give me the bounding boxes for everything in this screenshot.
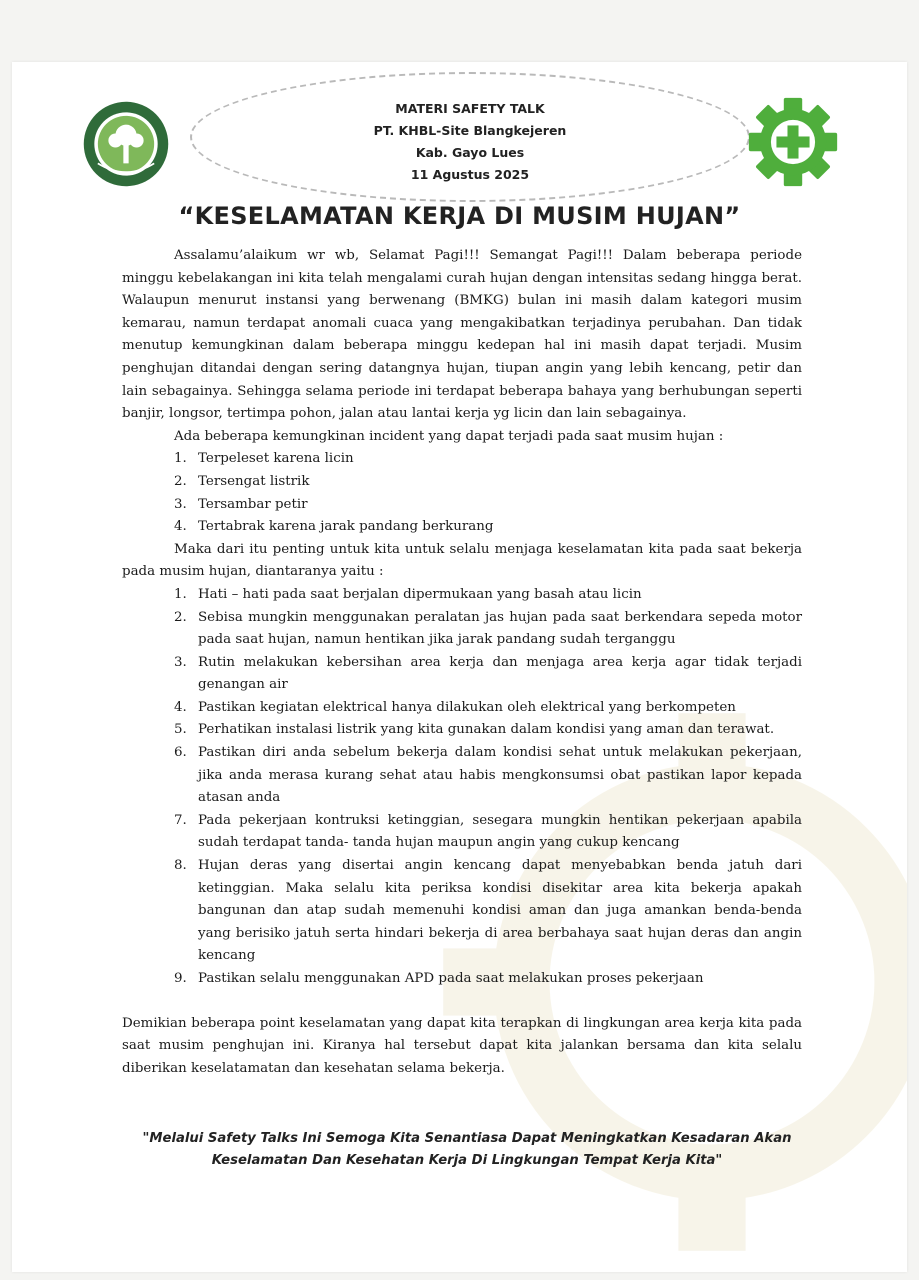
safety-gear-cross-icon [747,96,839,188]
list-item: 1. Hati – hati pada saat berjalan dipermukaan yang basah atau licin [174,586,642,602]
header-line-3: Kab. Gayo Lues [415,145,525,160]
safety-points-list [122,584,802,991]
closing-quote: "Melalui Safety Talks Ini Semoga Kita Senantiasa Dapat Meningkatkan Kesadaran Akan Keselamatan Dan Kesehatan Kerja Di Lingkungan Tempat Kerja Kita" [142,1131,792,1168]
list-item: 3. Rutin melakukan kebersihan area kerja dan menjaga area kerja agar tidak terjadi genangan air [174,654,802,693]
safety-intro: Maka dari itu penting untuk kita untuk selalu menjaga keselamatan kita pada saat bekerja pada musim hujan, diantaranya yaitu : [122,541,802,580]
company-logo [82,100,170,188]
header-line-4: 11 Agustus 2025 [410,167,530,182]
incident-intro: Ada beberapa kemungkinan incident yang dapat terjadi pada saat musim hujan : [174,428,724,444]
incident-list [122,448,802,538]
list-item: 5. Perhatikan instalasi listrik yang kita gunakan dalam kondisi yang aman dan terawat. [174,722,775,738]
list-item: 6. Pastikan diri anda sebelum bekerja dalam kondisi sehat untuk melakukan pekerjaan, jika anda merasa kurang sehat atau habis mengkonsumsi obat pastikan lapor kepada atasan anda [174,745,802,806]
intro-paragraph: Assalamu’alaikum wr wb, Selamat Pagi!!! Semangat Pagi!!! Dalam beberapa periode minggu kebelakangan ini kita telah mengalami curah hujan dengan intensitas sedang hingga berat. Walaupun menurut instansi yang berwenang (BMKG) bulan ini masih dalam kategori musim kemarau, namun terdapat anomali cuaca yang mengakibatkan terjadinya perubahan. Dan tidak menutup kemungkinan dalam beberapa minggu kedepan hal ini masih dapat terjadi. Musim penghujan ditandai dengan sering datangnya hujan, tiupan angin yang lebih kencang, petir dan lain sebagainya. Sehingga selama periode ini terdapat beberapa bahaya yang berhubungan seperti banjir, longsor, tertimpa pohon, jalan atau lantai kerja yg licin dan lain sebagainya. [122,248,802,422]
conclusion-paragraph: Demikian beberapa point keselamatan yang dapat kita terapkan di lingkungan area kerja kita pada saat musim penghujan ini. Kiranya hal tersebut dapat kita jalankan bersama dan kita selalu diberikan keselatamatan dan kesehatan selama bekerja. [122,1015,802,1076]
list-item: 8. Hujan deras yang disertai angin kencang dapat menyebabkan benda jatuh dari ketinggian. Maka selalu kita periksa kondisi disekitar area kita bekerja apakah bangunan dan atap sudah memenuhi kondisi aman dan juga amankan benda-benda yang berisiko jatuh serta hindari bekerja di area berbahaya saat hujan deras dan angin kencang [174,858,802,964]
document-body [122,245,802,1080]
document-title: “KESELAMATAN KERJA DI MUSIM HUJAN” [178,202,741,230]
list-item: 4. Pastikan kegiatan elektrical hanya dilakukan oleh elektrical yang berkompeten [174,699,736,715]
document-page [12,62,907,1272]
list-item: 4. Tertabrak karena jarak pandang berkurang [174,519,494,535]
header-line-2: PT. KHBL-Site Blangkejeren [373,123,567,138]
list-item: 9. Pastikan selalu menggunakan APD pada saat melakukan proses pekerjaan [174,971,704,986]
list-item: 2. Sebisa mungkin menggunakan peralatan jas hujan pada saat berkendara sepeda motor pada saat hujan, namun hentikan jika jarak pandang sudah terganggu [174,609,802,648]
list-item: 3. Tersambar petir [174,496,308,512]
list-item: 2. Tersengat listrik [174,473,310,489]
header-line-1: MATERI SAFETY TALK [395,101,545,116]
document-header [290,98,650,186]
list-item: 7. Pada pekerjaan kontruksi ketinggian, sesegara mungkin hentikan pekerjaan apabila sudah terdapat tanda- tanda hujan maupun angin yang cukup kencang [174,812,802,851]
list-item: 1. Terpeleset karena licin [174,451,354,467]
